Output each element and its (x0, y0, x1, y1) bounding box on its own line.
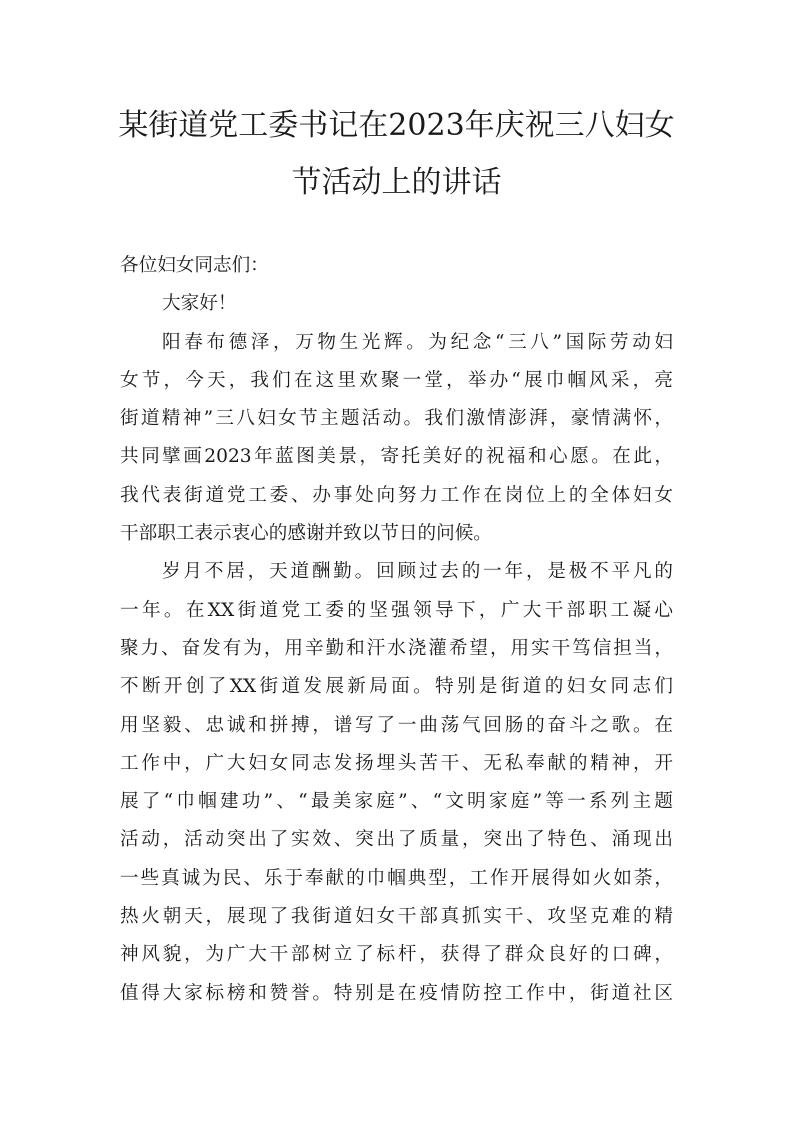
salutation: 各位妇女同志们： (120, 255, 269, 276)
paragraph-line: 不断开创了XX街道发展新局面。特别是街道的妇女同志们 (120, 676, 673, 698)
paragraph-line: 展了“巾帼建功”、“最美家庭”、“文明家庭”等一系列主题 (120, 791, 673, 813)
paragraph-line: 我代表街道党工委、办事处向努力工作在岗位上的全体妇女 (120, 484, 673, 506)
paragraph-line: 阳春布德泽，万物生光辉。为纪念“三八”国际劳动妇 (162, 331, 673, 353)
paragraph-line: 一年。在XX街道党工委的坚强领导下，广大干部职工凝心 (120, 599, 673, 621)
paragraph-line: 工作中，广大妇女同志发扬埋头苦干、无私奉献的精神，开 (120, 752, 673, 774)
paragraph-line: 活动，活动突出了实效、突出了质量，突出了特色、涌现出 (120, 829, 673, 851)
document-title-line-1: 某街道党工委书记在2023年庆祝三八妇女 (118, 108, 675, 143)
document-title-line-2: 节活动上的讲话 (291, 165, 502, 200)
paragraph-line: 神风貌，为广大干部树立了标杆，获得了群众良好的口碑， (120, 944, 673, 966)
paragraph-line: 干部职工表示衷心的感谢并致以节日的问候。 (120, 523, 492, 545)
paragraph-line: 岁月不居，天道酬勤。回顾过去的一年，是极不平凡的 (162, 561, 673, 583)
document-body (120, 251, 673, 1017)
paragraph-line: 街道精神”三八妇女节主题活动。我们激情澎湃，豪情满怀， (120, 408, 673, 430)
paragraph-line: 一些真诚为民、乐于奉献的巾帼典型，工作开展得如火如荼， (120, 867, 673, 889)
paragraph-line: 聚力、奋发有为，用辛勤和汗水浇灌希望，用实干笃信担当， (120, 637, 673, 659)
greeting: 大家好！ (162, 293, 237, 315)
paragraph-line: 值得大家标榜和赞誉。特别是在疫情防控工作中，街道社区 (120, 982, 673, 1004)
paragraph-line: 共同擘画2023年蓝图美景，寄托美好的祝福和心愿。在此， (120, 446, 673, 468)
paragraph-line: 热火朝天，展现了我街道妇女干部真抓实干、攻坚克难的精 (120, 906, 673, 928)
paragraph-line: 女节，今天，我们在这里欢聚一堂，举办“展巾帼风采，亮 (120, 369, 673, 391)
paragraph-line: 用坚毅、忠诚和拼搏，谱写了一曲荡气回肠的奋斗之歌。在 (120, 714, 673, 736)
